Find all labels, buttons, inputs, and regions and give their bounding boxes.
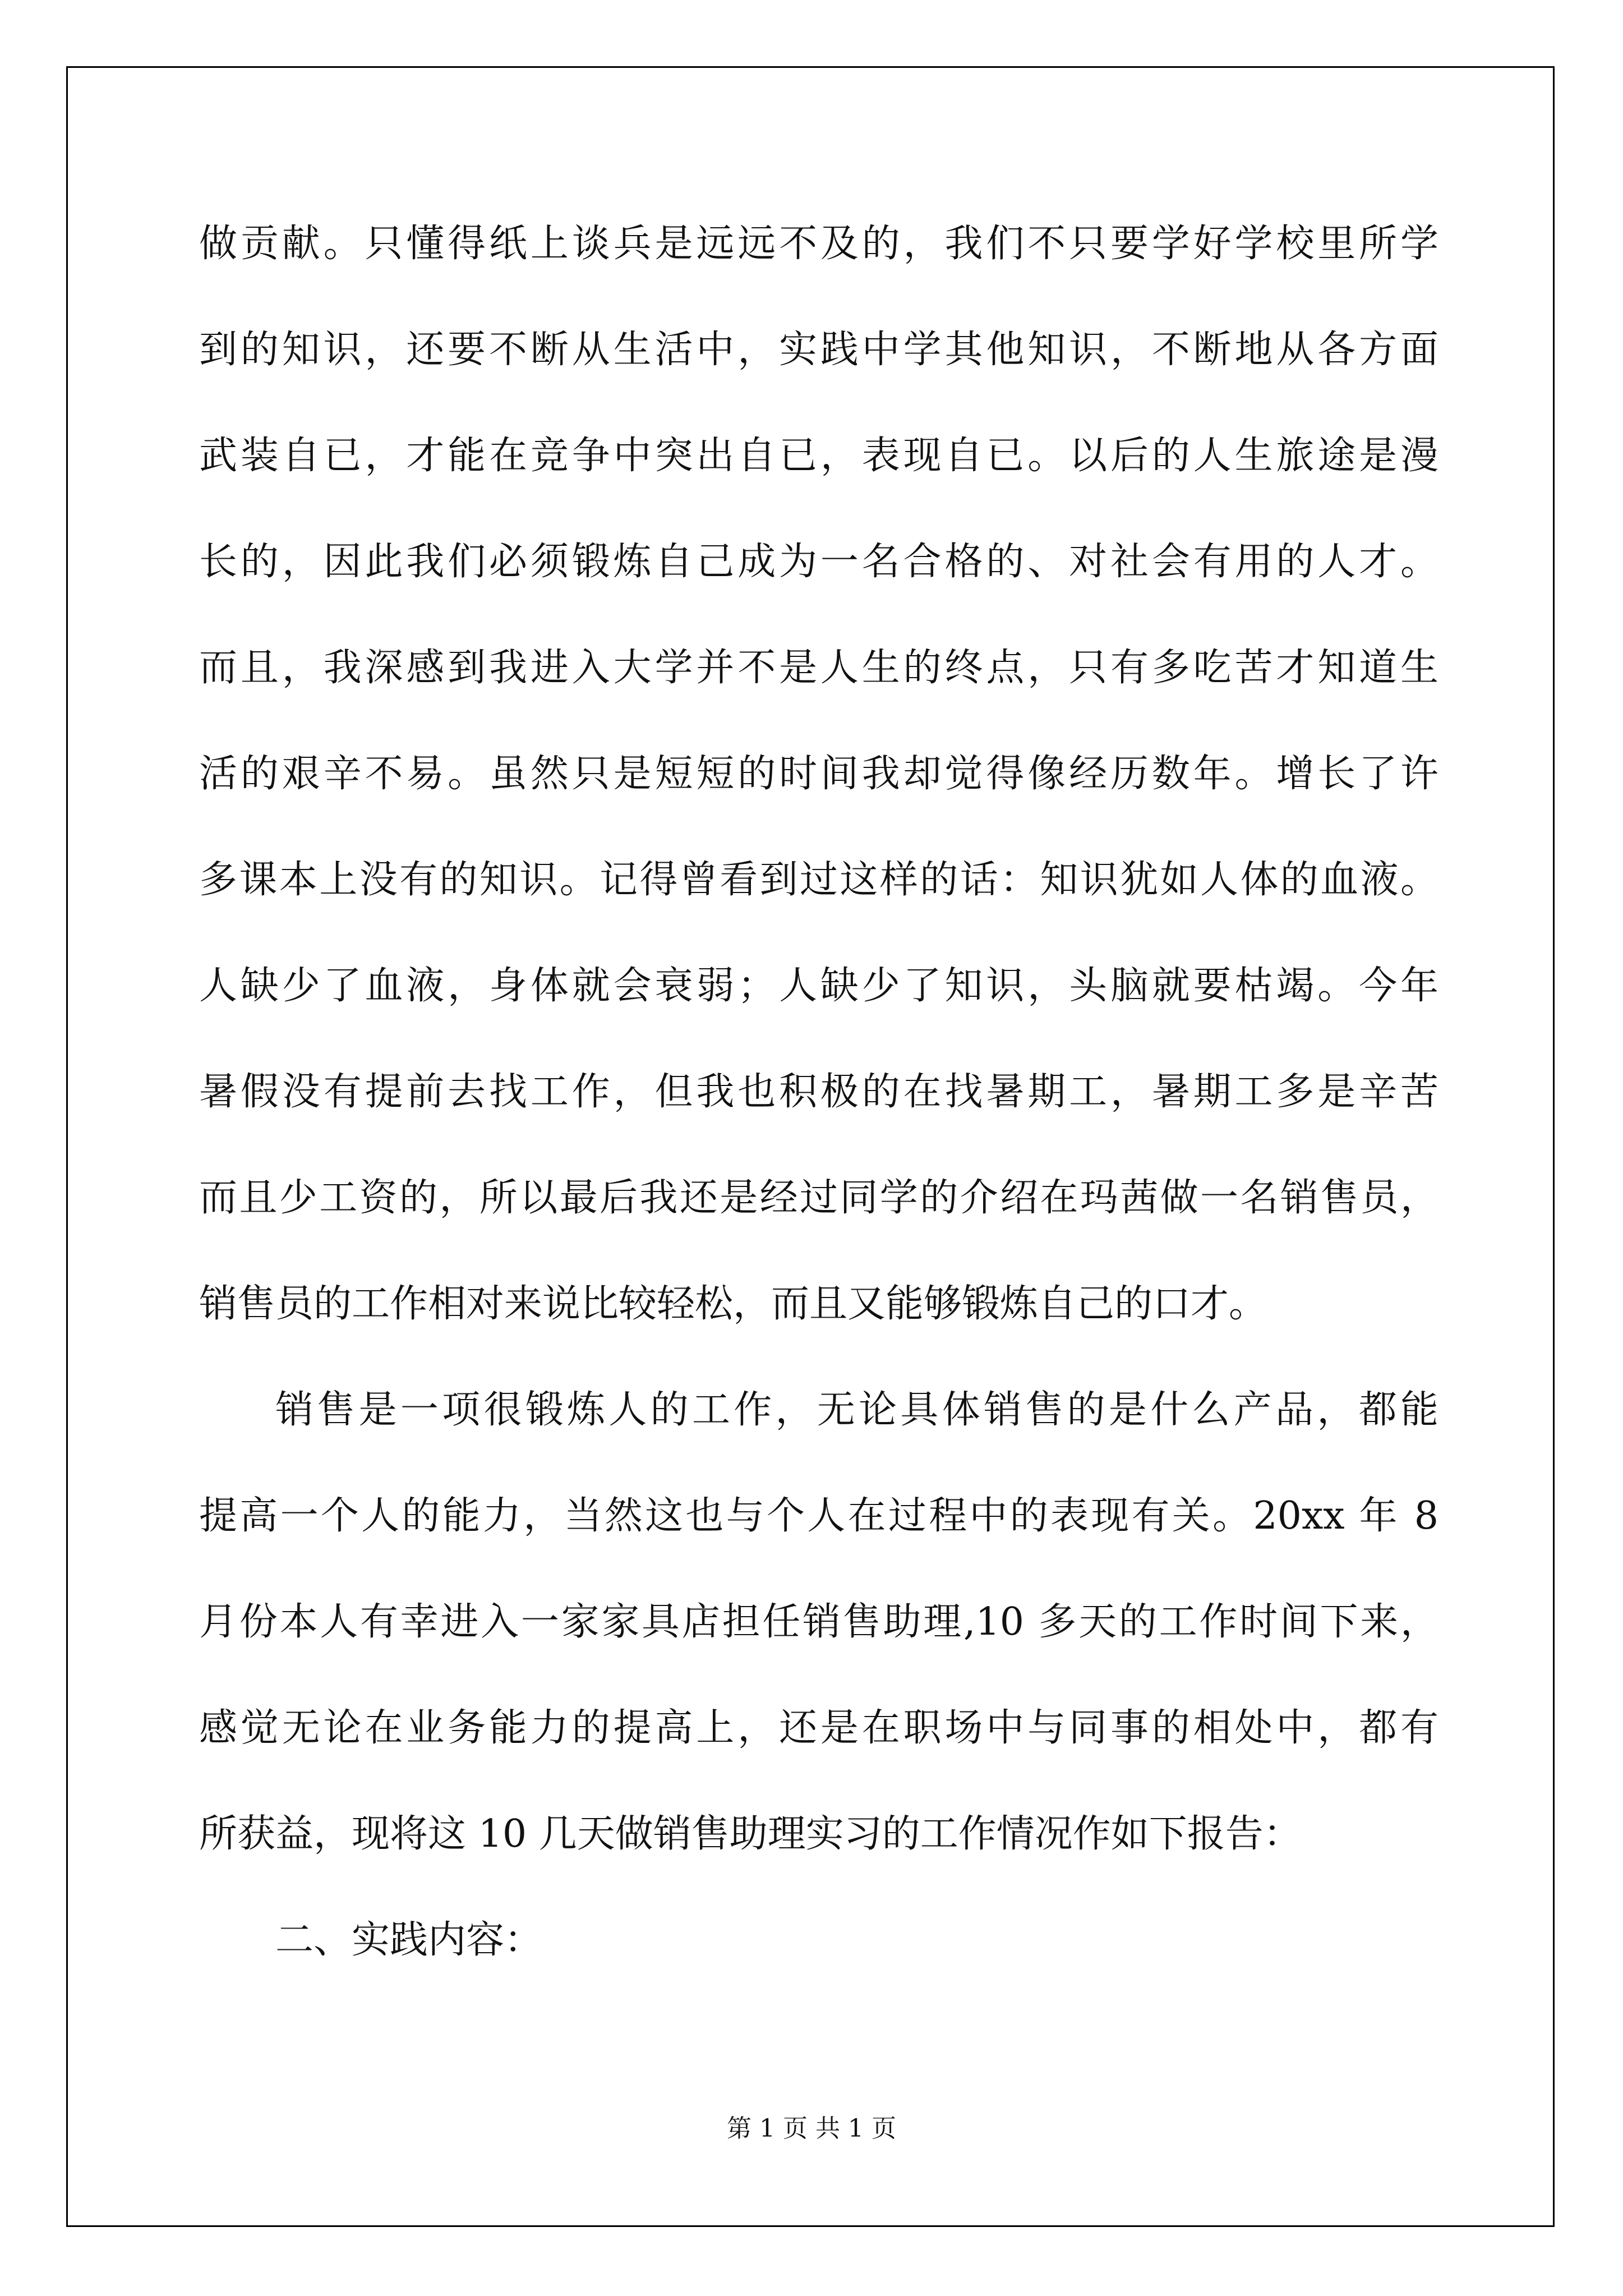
text-line: 武装自已，才能在竞争中突出自已，表现自已。以后的人生旅途是漫 xyxy=(199,434,1438,478)
text-line: 月份本人有幸进入一家家具店担任销售助理,10 多天的工作时间下来， xyxy=(199,1600,1438,1644)
text-line: 人缺少了血液，身体就会衰弱；人缺少了知识，头脑就要枯竭。今年 xyxy=(199,964,1438,1008)
text-line: 销售员的工作相对来说比较轻松，而且又能够锻炼自己的口才。 xyxy=(199,1282,1267,1326)
page-border xyxy=(66,66,1555,2227)
text-line: 感觉无论在业务能力的提高上，还是在职场中与同事的相处中，都有 xyxy=(199,1706,1438,1750)
text-line: 多课本上没有的知识。记得曾看到过这样的话：知识犹如人体的血液。 xyxy=(199,858,1438,902)
text-line: 到的知识，还要不断从生活中，实践中学其他知识，不断地从各方面 xyxy=(199,328,1438,372)
text-line: 暑假没有提前去找工作，但我也积极的在找暑期工，暑期工多是辛苦 xyxy=(199,1070,1438,1114)
section-heading: 二、实践内容： xyxy=(275,1918,543,1962)
paragraph-first-line: 销售是一项很锻炼人的工作，无论具体销售的是什么产品，都能 xyxy=(275,1388,1438,1432)
text-line: 长的，因此我们必须锻炼自己成为一名合格的、对社会有用的人才。 xyxy=(199,540,1438,584)
page-footer: 第 1 页 共 1 页 xyxy=(727,2114,896,2143)
text-line: 而且少工资的，所以最后我还是经过同学的介绍在玛茜做一名销售员， xyxy=(199,1176,1438,1220)
text-line: 提高一个人的能力，当然这也与个人在过程中的表现有关。20xx 年 8 xyxy=(199,1494,1438,1538)
text-line: 而且，我深感到我进入大学并不是人生的终点，只有多吃苦才知道生 xyxy=(199,646,1438,690)
text-line: 做贡献。只懂得纸上谈兵是远远不及的，我们不只要学好学校里所学 xyxy=(199,222,1438,266)
text-line: 活的艰辛不易。虽然只是短短的时间我却觉得像经历数年。增长了许 xyxy=(199,752,1438,796)
text-line: 所获益，现将这 10 几天做销售助理实习的工作情况作如下报告： xyxy=(199,1812,1302,1856)
